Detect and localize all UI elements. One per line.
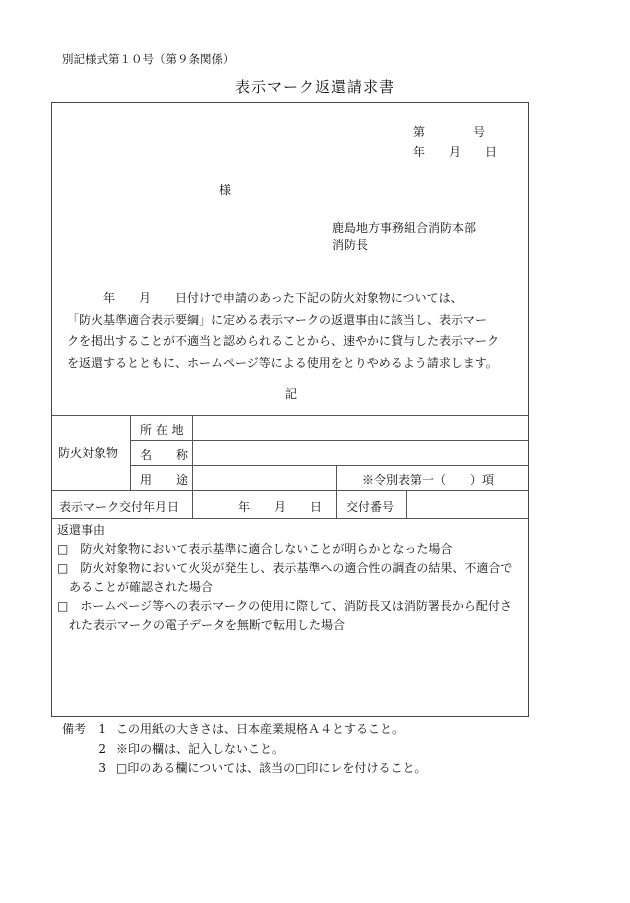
name-label: 名 称 <box>140 448 189 462</box>
paragraph-line: 年 月 日付けで申請のあった下記の防火対象物については、 <box>67 291 463 305</box>
issue-number-label: 交付番号 <box>346 500 395 514</box>
remark-item: 3 □印のある欄については、該当の□印にレを付けること。 <box>98 761 427 775</box>
table-border <box>51 518 529 519</box>
table-border <box>130 440 529 441</box>
reason-checkbox-item[interactable]: □ ホームページ等への表示マークの使用に際して、消防長又は消防署長から配付さ <box>57 599 512 613</box>
object-label: 防火対象物 <box>58 446 119 460</box>
location-label: 所 在 地 <box>140 423 184 437</box>
issue-date-field: 年 月 日 <box>238 500 323 514</box>
paragraph-line: クを掲出することが不適当と認められることから、速やかに貸与した表示マーク <box>67 334 500 348</box>
issuer-title: 消防長 <box>332 238 369 252</box>
remarks-heading: 備考 <box>62 722 87 736</box>
table-border <box>130 465 529 466</box>
issue-number-field[interactable] <box>412 496 522 514</box>
document-title: 表示マーク返還請求書 <box>234 78 395 96</box>
addressee-suffix: 様 <box>219 183 232 197</box>
remark-item: 2 ※印の欄は、記入しないこと。 <box>98 741 285 756</box>
remarks <box>62 720 426 779</box>
request-paragraph <box>67 288 529 374</box>
use-label: 用 途 <box>140 473 189 487</box>
form-id: 別記様式第１０号（第９条関係） <box>62 52 235 66</box>
reasons-heading: 返還事由 <box>57 523 106 537</box>
table-border <box>51 415 529 416</box>
reason-checkbox-item[interactable]: □ 防火対象物において表示基準に適合しないことが明らかとなった場合 <box>57 542 453 556</box>
use-field[interactable] <box>200 471 330 487</box>
remark-item: 備考 1 この用紙の大きさは、日本産業規格Ａ４とすること。 <box>62 720 426 740</box>
ki-heading: 記 <box>285 387 298 401</box>
paragraph-line: を返還するとともに、ホームページ等による使用をとりやめるよう請求します。 <box>67 355 498 370</box>
return-reasons <box>57 521 529 635</box>
table-border <box>130 415 131 490</box>
table-border <box>192 415 193 518</box>
paragraph-line: 「防火基準適合表示要綱」に定める表示マークの返還事由に該当し、表示マー <box>67 312 488 327</box>
location-field[interactable] <box>200 421 520 437</box>
name-field[interactable] <box>200 446 520 462</box>
date-field: 年 月 日 <box>413 145 498 159</box>
use-category-field: ※令別表第一（ ）項 <box>362 473 495 487</box>
reason-continuation: れた表示マークの電子データを無断で転用した場合 <box>57 618 346 632</box>
issue-date-label: 表示マーク交付年月日 <box>59 500 180 514</box>
reason-checkbox-item[interactable]: □ 防火対象物において火災が発生し、表示基準への適合性の調査の結果、不適合で <box>57 561 513 575</box>
number-field: 第 号 <box>413 125 486 139</box>
table-border <box>406 490 407 518</box>
table-border <box>336 465 337 518</box>
table-border <box>51 490 529 491</box>
reason-continuation: あることが確認された場合 <box>57 580 214 594</box>
issuer-organization: 鹿島地方事務組合消防本部 <box>332 221 477 235</box>
